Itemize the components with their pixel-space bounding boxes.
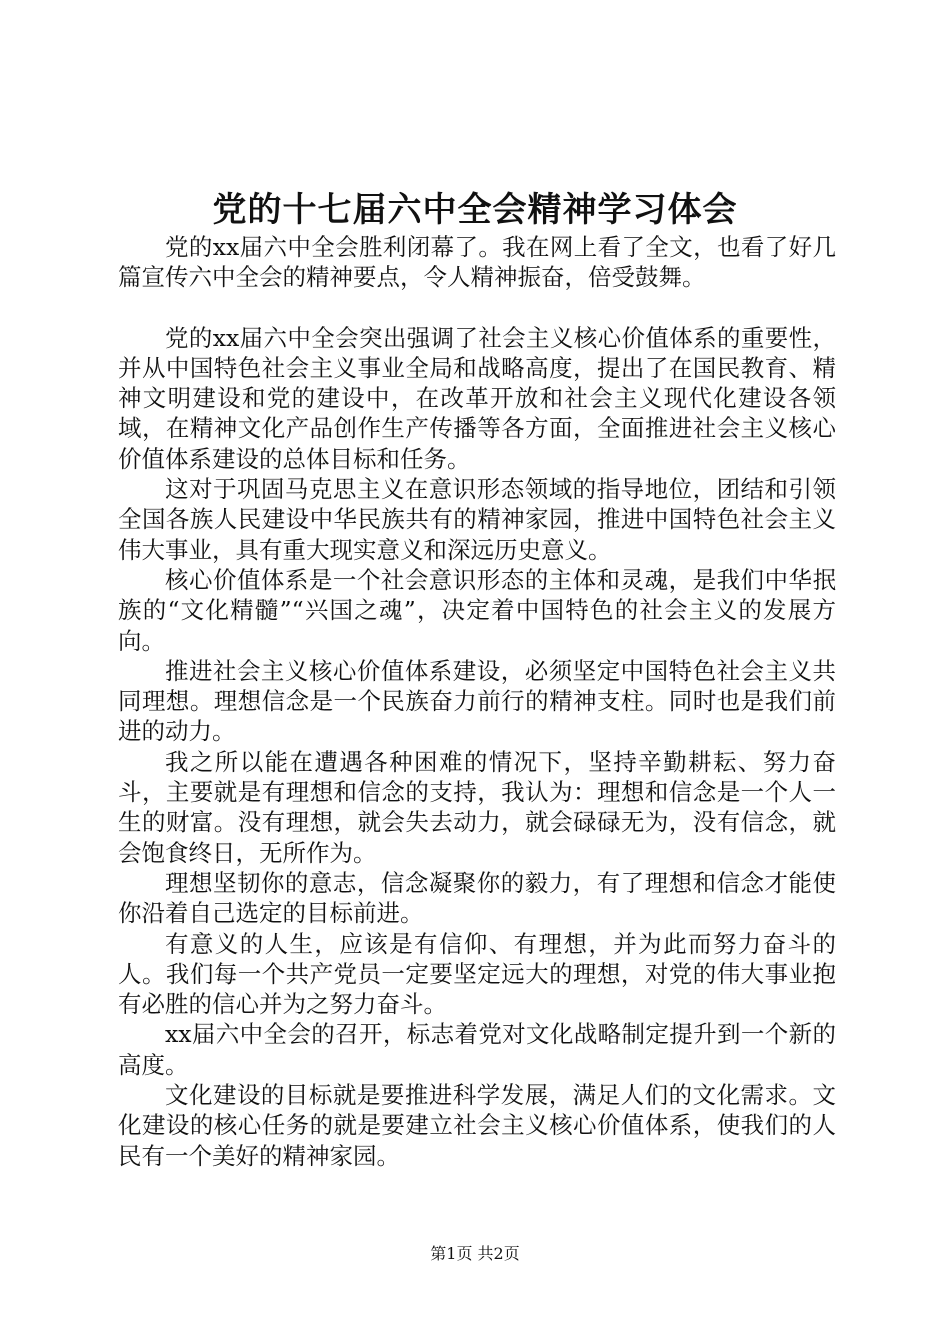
paragraph-9: xx届六中全会的召开，标志着党对文化战略制定提升到一个新的高度。 [118, 1020, 836, 1079]
paragraph-4: 核心价值体系是一个社会意识形态的主体和灵魂，是我们中华抿族的“文化精髓”“兴国之魂”，决定着中国特色的社会主义的发展方向。 [118, 565, 836, 655]
paragraph-10: 文化建设的目标就是要推进科学发展，满足人们的文化需求。文化建设的核心任务的就是要建立社会主义核心价值体系，使我们的人民有一个美好的精神家园。 [118, 1081, 836, 1170]
paragraph-3: 这对于巩固马克思主义在意识形态领域的指导地位，团结和引领全国各族人民建设中华民族共有的精神家园，推进中国特色社会主义伟大事业，具有重大现实意义和深远历史意义。 [118, 475, 836, 564]
paragraph-6: 我之所以能在遭遇各种困难的情况下，坚持辛勤耕耘、努力奋斗，主要就是有理想和信念的支持，我认为：理想和信念是一个人一生的财富。没有理想，就会失去动力，就会碌碌无为，没有信念，就会饱食终日，无所作为。 [118, 747, 836, 867]
paragraph-spacer [118, 293, 836, 323]
paragraph-8: 有意义的人生，应该是有信仰、有理想，并为此而努力奋斗的人。我们每一个共产党员一定要坚定远大的理想，对党的伟大事业抱有必胜的信心并为之努力奋斗。 [118, 929, 836, 1019]
page-number-footer: 第1页 共2页 [430, 1244, 520, 1263]
paragraph-2: 党的xx届六中全会突出强调了社会主义核心价值体系的重要性，并从中国特色社会主义事业全局和战略高度，提出了在国民教育、精神文明建设和党的建设中，在改革开放和社会主义现代化建设各领域，在精神文化产品创作生产传播等各方面，全面推进社会主义核心价值体系建设的总体目标和任务。 [118, 323, 836, 473]
paragraph-1: 党的xx届六中全会胜利闭幕了。我在网上看了全文，也看了好几篇宣传六中全会的精神要点，令人精神振奋，倍受鼓舞。 [118, 233, 836, 292]
document-title: 党的十七届六中全会精神学习体会 [212, 190, 738, 230]
paragraph-5: 推进社会主义核心价值体系建设，必须坚定中国特色社会主义共同理想。理想信念是一个民族奋力前行的精神支柱。同时也是我们前进的动力。 [118, 656, 836, 746]
document-body [118, 232, 836, 1171]
paragraph-7: 理想坚韧你的意志，信念凝聚你的毅力，有了理想和信念才能使你沿着自己选定的目标前进。 [118, 868, 836, 928]
